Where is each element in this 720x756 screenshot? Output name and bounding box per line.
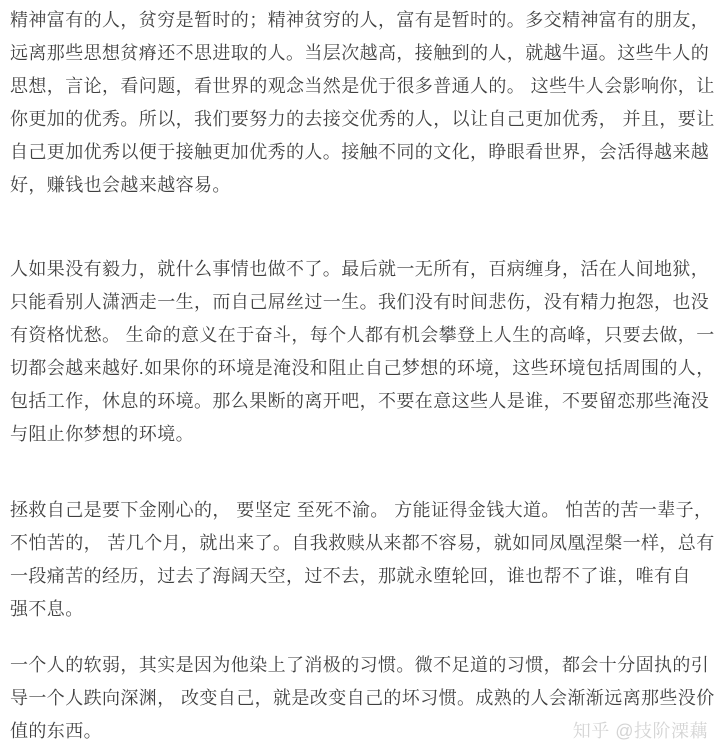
text-line: 精神富有的人，贫穷是暂时的；精神贫穷的人，富有是暂时的。多交精神富有的朋友， — [10, 10, 710, 30]
text-line: 有资格忧愁。 生命的意义在于奋斗，每个人都有机会攀登上人生的高峰，只要去做，一 — [10, 325, 715, 345]
text-line: 一个人的软弱，其实是因为他染上了消极的习惯。微不足道的习惯，都会十分固执的引 — [10, 655, 710, 675]
text-line: 包括工作，休息的环境。那么果断的离开吧，不要在意这些人是谁，不要留恋那些淹没 — [10, 391, 710, 411]
text-line: 与阻止你梦想的环境。 — [10, 424, 194, 444]
paragraph — [10, 494, 715, 626]
text-line: 只能看别人潇洒走一生，而自己屌丝过一生。我们没有时间悲伤，没有精力抱怨，也没 — [10, 292, 710, 312]
text-line: 人如果没有毅力，就什么事情也做不了。最后就一无所有，百病缠身，活在人间地狱， — [10, 259, 710, 279]
text-line: 强不息。 — [10, 599, 84, 619]
text-line: 值的东西。 — [10, 721, 102, 741]
text-line: 拯救自己是要下金刚心的， 要坚定 至死不渝。 方能证得金钱大道。 怕苦的苦一辈子， — [10, 500, 713, 520]
text-line: 思想，言论，看问题，看世界的观念当然是优于很多普通人的。 这些牛人会影响你，让 — [10, 76, 715, 96]
zhihu-watermark: 知乎 @技阶溧藕 — [572, 721, 708, 741]
text-line: 你更加的优秀。所以，我们要努力的去接交优秀的人，以让自己更加优秀， 并且，要让 — [10, 109, 715, 129]
text-line: 切都会越来越好.如果你的环境是淹没和阻止自己梦想的环境，这些环境包括周围的人， — [10, 358, 715, 378]
paragraph — [10, 253, 715, 451]
paragraph — [10, 4, 715, 202]
text-line: 不怕苦的， 苦几个月，就出来了。自我救赎从来都不容易，就如同凤凰涅槃一样，总有 — [10, 533, 715, 553]
text-line: 好，赚钱也会越来越容易。 — [10, 175, 231, 195]
text-line: 一段痛苦的经历，过去了海阔天空，过不去，那就永堕轮回，谁也帮不了谁，唯有自 — [10, 566, 691, 586]
text-line: 导一个人跌向深渊， 改变自己，就是改变自己的坏习惯。成熟的人会渐渐远离那些没价 — [10, 688, 715, 708]
text-line: 远离那些思想贫瘠还不思进取的人。当层次越高，接触到的人，就越牛逼。这些牛人的 — [10, 43, 710, 63]
text-line: 自己更加优秀以便于接触更加优秀的人。接触不同的文化，睁眼看世界，会活得越来越 — [10, 142, 710, 162]
